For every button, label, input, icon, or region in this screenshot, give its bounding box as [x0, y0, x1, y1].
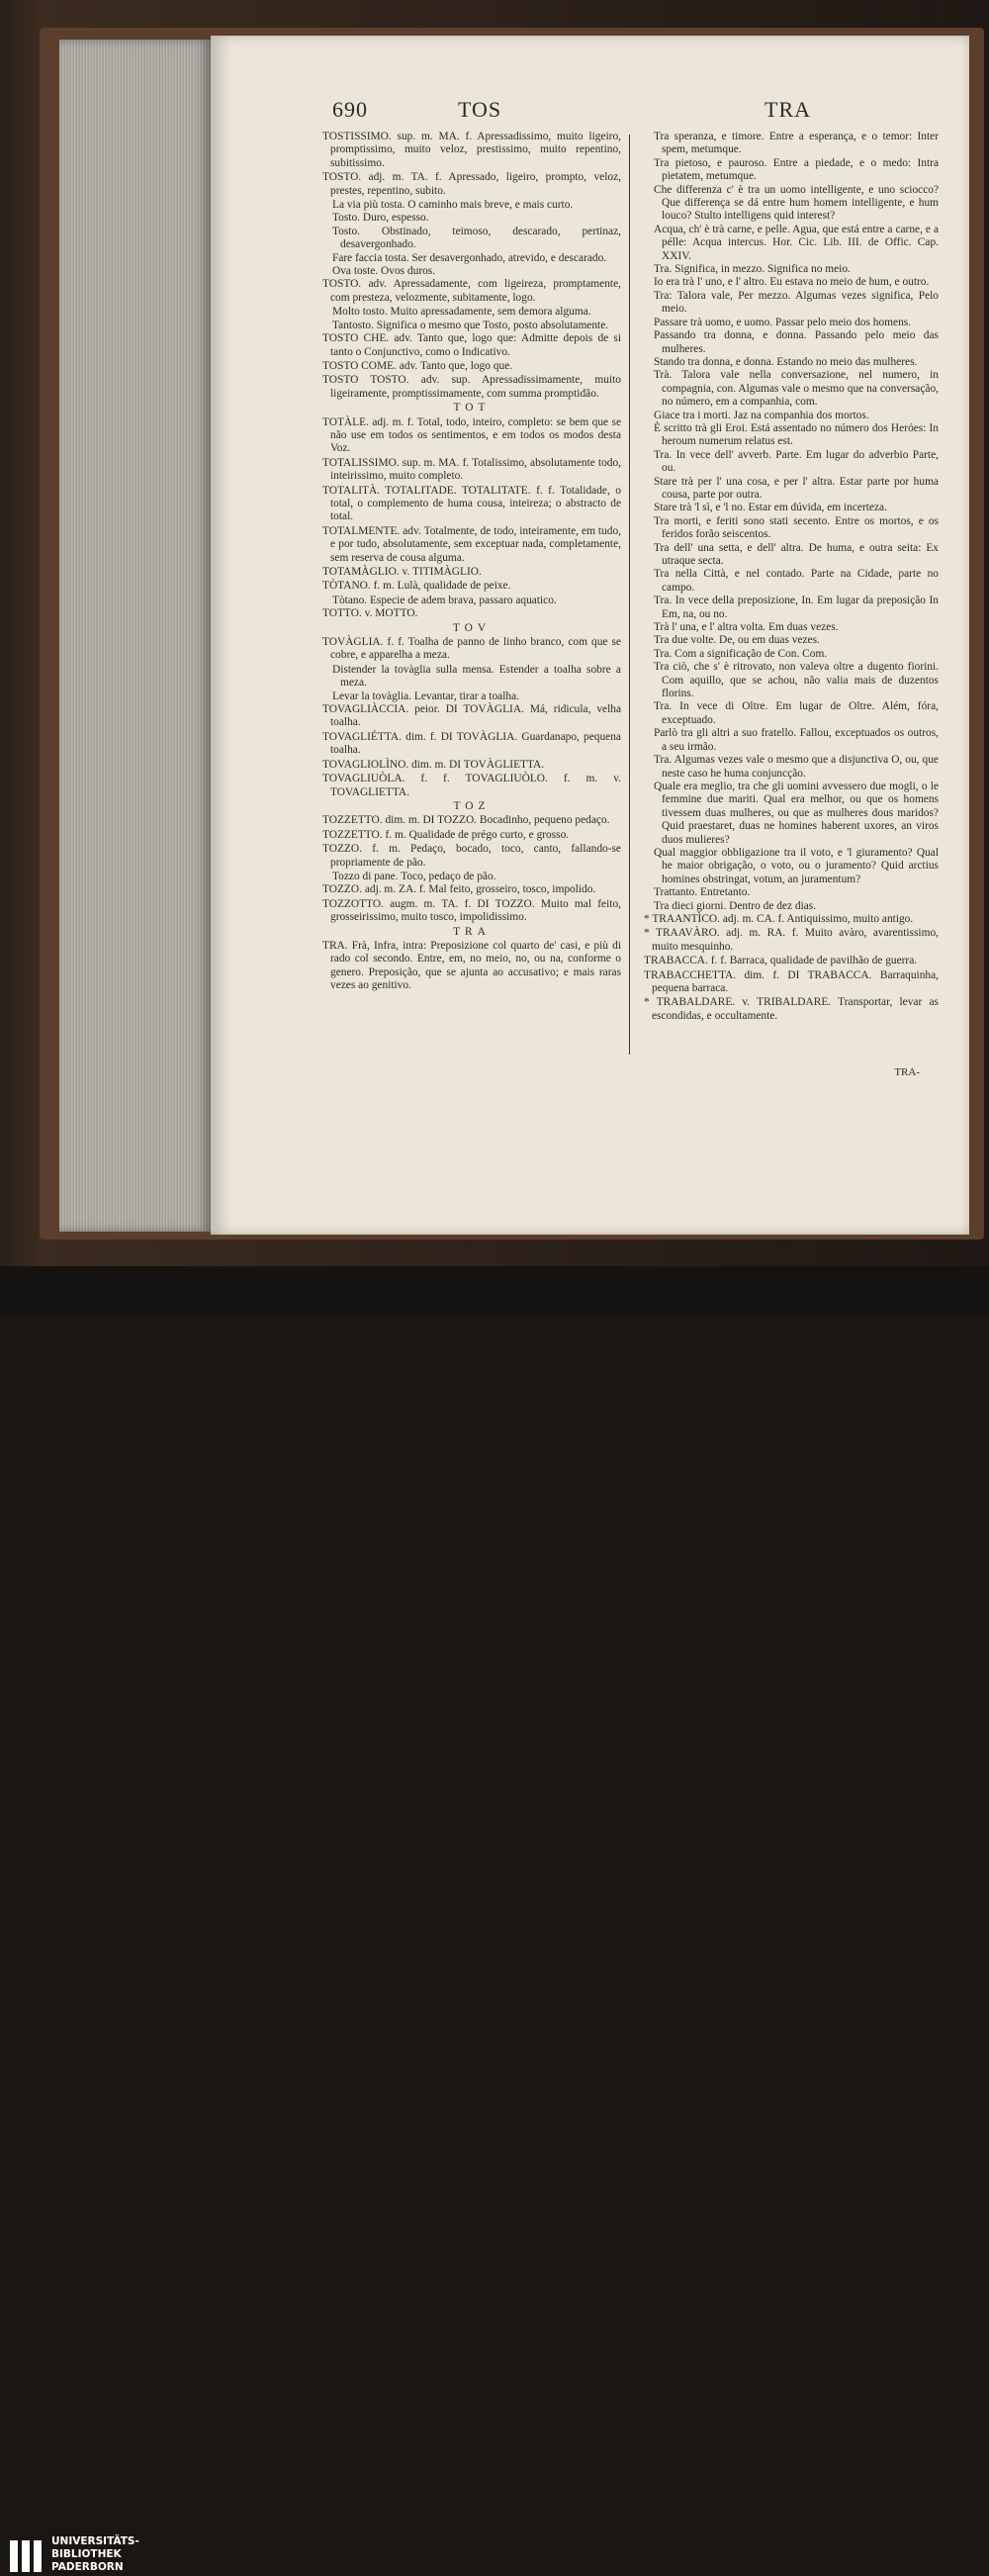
running-head-left: TOS	[458, 97, 502, 122]
dictionary-subentry: Che differenza c' è tra un uomo intelligente, e uno sciocco? Que differença se dá entre hum homem intelligente, e hum louco? Stulto intelligens quid interest?	[654, 183, 939, 223]
dictionary-subentry: Fare faccia tosta. Ser desavergonhado, atrevido, e descarado.	[332, 251, 607, 264]
section-heading: TRA	[453, 925, 491, 938]
dictionary-entry: TRABACCHETTA. dim. f. DI TRABACCA. Barraquinha, pequena barraca.	[644, 968, 939, 994]
dictionary-subentry: Parlò tra gli altri a suo fratello. Fallou, exceptuados os outros, a seu irmão.	[654, 727, 939, 753]
dictionary-entry: TOZZOTTO. augm. m. TA. f. DI TOZZO. Muito mal feito, grosseirissimo, muito tosco, impolidissimo.	[322, 897, 621, 924]
dictionary-subentry: La via più tosta. O caminho mais breve, e mais curto.	[332, 199, 574, 212]
dictionary-subentry: Tra morti, e feriti sono stati secento. Entre os mortos, e os feridos forão seiscentos.	[654, 514, 939, 541]
section-heading: TOZ	[453, 799, 491, 812]
dictionary-entry: TOSTO CHE. adv. Tanto que, logo que: Admitte depois de si tanto o Conjunctivo, como o Indicativo.	[322, 332, 621, 358]
dictionary-subentry: Tra pietoso, e pauroso. Entre a piedade, e o medo: Intra pietatem, metumque.	[654, 156, 939, 183]
dictionary-entry: TOVAGLIÀCCIA. peior. DI TOVÀGLIA. Má, ridicula, velha toalha.	[322, 703, 621, 729]
dictionary-entry: * TRAAVÀRO. adj. m. RA. f. Muito avàro, avarentissimo, muito mesquinho.	[644, 927, 939, 953]
column-rule	[629, 135, 630, 1055]
dictionary-subentry: Tra. Algumas vezes vale o mesmo que a disjunctiva O, ou, que neste caso he huma conjuncção.	[654, 754, 939, 780]
library-name-line: UNIVERSITÄTS-	[51, 2535, 139, 2547]
library-name-line: PADERBORN	[51, 2561, 124, 2573]
catchword: TRA-	[894, 1066, 920, 1078]
dictionary-entry: TOTÀLE. adj. m. f. Total, todo, inteiro, completo: se bem que se não use em todos os sentimentos, e em todos os modos desta Voz.	[322, 415, 621, 455]
library-name-line: BIBLIOTHEK	[51, 2548, 122, 2560]
dictionary-subentry: Ova toste. Ovos duros.	[332, 265, 436, 278]
book-page	[211, 36, 969, 1235]
dictionary-subentry: Tra dell' una setta, e dell' altra. De huma, e outra seita: Ex utraque secta.	[654, 541, 939, 567]
dictionary-entry: TOTALMENTE. adv. Totalmente, de todo, inteiramente, em tudo, e por tudo, absolutamente, sem exceptuar nada, completamente, sem reserva de cousa alguma.	[322, 524, 621, 564]
dictionary-subentry: Tantosto. Significa o mesmo que Tosto, posto absolutamente.	[332, 319, 609, 331]
dictionary-entry: TOTALISSIMO. sup. m. MA. f. Totalissimo, absolutamente todo, inteirissimo, muito completo.	[322, 456, 621, 483]
section-heading: TOV	[452, 621, 492, 634]
dictionary-entry: TOSTO. adv. Apressadamente, com ligeireza, promptamente, com presteza, velozmente, subitamente, logo.	[322, 278, 621, 304]
dictionary-entry: TOZZO. f. m. Pedaço, bocado, toco, canto, fallando-se propriamente de pão.	[322, 843, 621, 869]
dictionary-subentry: Tra. Significa, in mezzo. Significa no meio.	[654, 263, 851, 276]
dictionary-entry: TOVAGLIOLÌNO. dim. m. DI TOVÀGLIETTA.	[322, 758, 545, 771]
running-head-right: TRA	[764, 97, 811, 122]
dictionary-subentry: Stando tra donna, e donna. Estando no meio das mulheres.	[654, 355, 918, 368]
dictionary-entry: TÒTANO. f. m. Lulà, qualidade de peixe.	[322, 580, 511, 593]
dictionary-subentry: Quale era meglio, tra che gli uomini avvessero due mogli, o le femmine due mariti. Qual era melhor, ou que os homens tivessem duas mulheres, ou que as mulheres dous maridos? Quid praestaret, duas ne homines haberent uxores, an viros duos mulieres?	[654, 780, 939, 846]
dictionary-subentry: Tra. Com a significação de Con. Com.	[654, 647, 828, 660]
dictionary-entry: TOSTISSIMO. sup. m. MA. f. Apressadissimo, muito ligeiro, promptissimo, muito veloz, prestissimo, muito repentino, subitissimo.	[322, 131, 621, 169]
dictionary-subentry: Trà l' una, e l' altra volta. Em duas vezes.	[654, 621, 839, 634]
dictionary-entry: TOTAMÀGLIO. v. TITIMÀGLIO.	[322, 566, 482, 578]
dictionary-entry: TOVAGLIUÒLA. f. f. TOVAGLIUÒLO. f. m. v. TOVAGLIETTA.	[322, 773, 621, 798]
library-name	[51, 2535, 139, 2574]
dictionary-entry: TOSTO TOSTO. adv. sup. Apressadissimamente, muito ligeiramente, promptissimamente, com summa promptidão.	[322, 374, 621, 400]
dictionary-subentry: È scritto trà gli Eroi. Está assentado no número dos Heróes: In heroum numerum relatus est.	[654, 421, 939, 448]
dictionary-entry: TRABACCA. f. f. Barraca, qualidade de pavilhão de guerra.	[644, 955, 918, 967]
dictionary-subentry: Tra due volte. De, ou em duas vezes.	[654, 634, 820, 647]
page-number: 690	[332, 97, 368, 122]
dictionary-entry: TOVÀGLIA. f. f. Toalha de panno de linho branco, com que se cobre, e apparelha a meza.	[322, 636, 621, 662]
dictionary-subentry: Distender la tovàglia sulla mensa. Estender a toalha sobre a meza.	[332, 663, 621, 690]
dictionary-subentry: Tozzo di pane. Toco, pedaço de pão.	[332, 870, 496, 882]
dictionary-subentry: Tra. In vece di Oltre. Em lugar de Oltre. Além, fóra, exceptuado.	[654, 700, 939, 726]
section-heading: TOT	[453, 402, 491, 414]
dictionary-subentry: Trattanto. Entretanto.	[654, 886, 751, 899]
dictionary-subentry: Tòtano. Especie de adem brava, passaro aquatico.	[332, 594, 557, 606]
left-column	[322, 131, 621, 994]
dictionary-subentry: Tosto. Duro, espesso.	[332, 212, 429, 225]
dictionary-subentry: Passando tra donna, e donna. Passando pelo meio das mulheres.	[654, 329, 939, 355]
dictionary-subentry: Molto tosto. Muito apressadamente, sem demora alguma.	[332, 306, 591, 319]
footer-bar	[0, 1266, 989, 2573]
dictionary-entry: TOSTO. adj. m. TA. f. Apressado, ligeiro, prompto, veloz, prestes, repentino, subito.	[322, 171, 621, 197]
dictionary-entry: TOTTO. v. MOTTO.	[322, 607, 418, 620]
dictionary-subentry: Tosto. Obstinado, teimoso, descarado, pertinaz, desavergonhado.	[332, 225, 621, 251]
dictionary-subentry: Acqua, ch' è trà carne, e pelle. Agua, que está entre a carne, e a pélle: Acqua intercus. Hor. Cic. Lib. III. de Offic. Cap. XXIV.	[654, 223, 939, 262]
library-logo-icon	[8, 2536, 47, 2576]
dictionary-entry: * TRABALDARE. v. TRIBALDARE. Transportar, levar as escondidas, e occultamente.	[644, 996, 939, 1022]
dictionary-subentry: Trà. Talora vale nella conversazione, nel numero, in compagnia, con. Algumas vale o mesmo que na conversação, no número, em a companhia, com.	[654, 369, 939, 409]
dictionary-entry: * TRAANTÌCO. adj. m. CA. f. Antiquissimo, muito antigo.	[644, 912, 914, 925]
dictionary-subentry: Qual maggior obbligazione tra il voto, e 'l giuramento? Qual he maior obrigação, o voto, ou o juramento? Quid arctius homines obstringat, votum, an juramentum?	[654, 846, 939, 885]
dictionary-entry: TOTALITÀ. TOTALITADE. TOTALITATE. f. f. Totalidade, o total, o complemento de huma cousa, inteireza; o abstracto de total.	[322, 484, 621, 523]
dictionary-entry: TOSTO COME. adv. Tanto que, logo que.	[322, 359, 513, 372]
dictionary-entry: TRA. Frà, Infra, intra: Preposizione col quarto de' casi, e più di rado col secondo. Entre, em, no meio, no, ou na, conforme o genero. Preposição, que se ajunta ao accusativo; e mais raras vezes ao genitivo.	[322, 939, 621, 992]
dictionary-entry: TOVAGLIÉTTA. dim. f. DI TOVÀGLIA. Guardanapo, pequena toalha.	[322, 730, 621, 757]
dictionary-subentry: Stare trà per l' una cosa, e per l' altra. Estar parte por huma cousa, parte por outra.	[654, 475, 939, 501]
dictionary-subentry: Io era trà l' uno, e l' altro. Eu estava no meio de hum, e outro.	[654, 276, 930, 289]
dictionary-subentry: Tra speranza, e timore. Entre a esperança, e o temor: Inter spem, metumque.	[654, 131, 939, 156]
dictionary-subentry: Levar la tovàglia. Levantar, tirar a toalha.	[332, 690, 519, 702]
page-edges	[59, 40, 213, 1232]
dictionary-entry: TOZZETTO. dim. m. DI TOZZO. Bocadinho, pequeno pedaço.	[322, 814, 610, 827]
dictionary-entry: TOZZO. adj. m. ZA. f. Mal feito, grosseiro, tosco, impolido.	[322, 883, 596, 896]
dictionary-subentry: Tra ciò, che s' è ritrovato, non valeva oltre a dugento fiorini. Com aquillo, que se achou, não valia mais de duzentos florins.	[654, 661, 939, 700]
dictionary-entry: TOZZETTO. f. m. Qualidade de prégo curto, e grosso.	[322, 828, 570, 841]
dictionary-subentry: Tra dieci giorni. Dentro de dez dias.	[654, 899, 817, 912]
dictionary-subentry: Passare trà uomo, e uomo. Passar pelo meio dos homens.	[654, 316, 912, 328]
dictionary-subentry: Tra. In vece della preposizione, In. Em lugar da preposição In Em, na, ou no.	[654, 595, 939, 620]
dictionary-subentry: Stare trà 'l sì, e 'l no. Estar em dúvida, em incerteza.	[654, 502, 887, 514]
dictionary-subentry: Giace tra i morti. Jaz na companhia dos mortos.	[654, 409, 869, 421]
dictionary-subentry: Tra nella Città, e nel contado. Parte na Cidade, parte no campo.	[654, 568, 939, 594]
dictionary-subentry: Tra: Talora vale, Per mezzo. Algumas vezes significa, Pelo meio.	[654, 289, 939, 316]
right-column	[644, 131, 939, 1024]
dictionary-subentry: Tra. In vece dell' avverb. Parte. Em lugar do adverbio Parte, ou.	[654, 448, 939, 475]
